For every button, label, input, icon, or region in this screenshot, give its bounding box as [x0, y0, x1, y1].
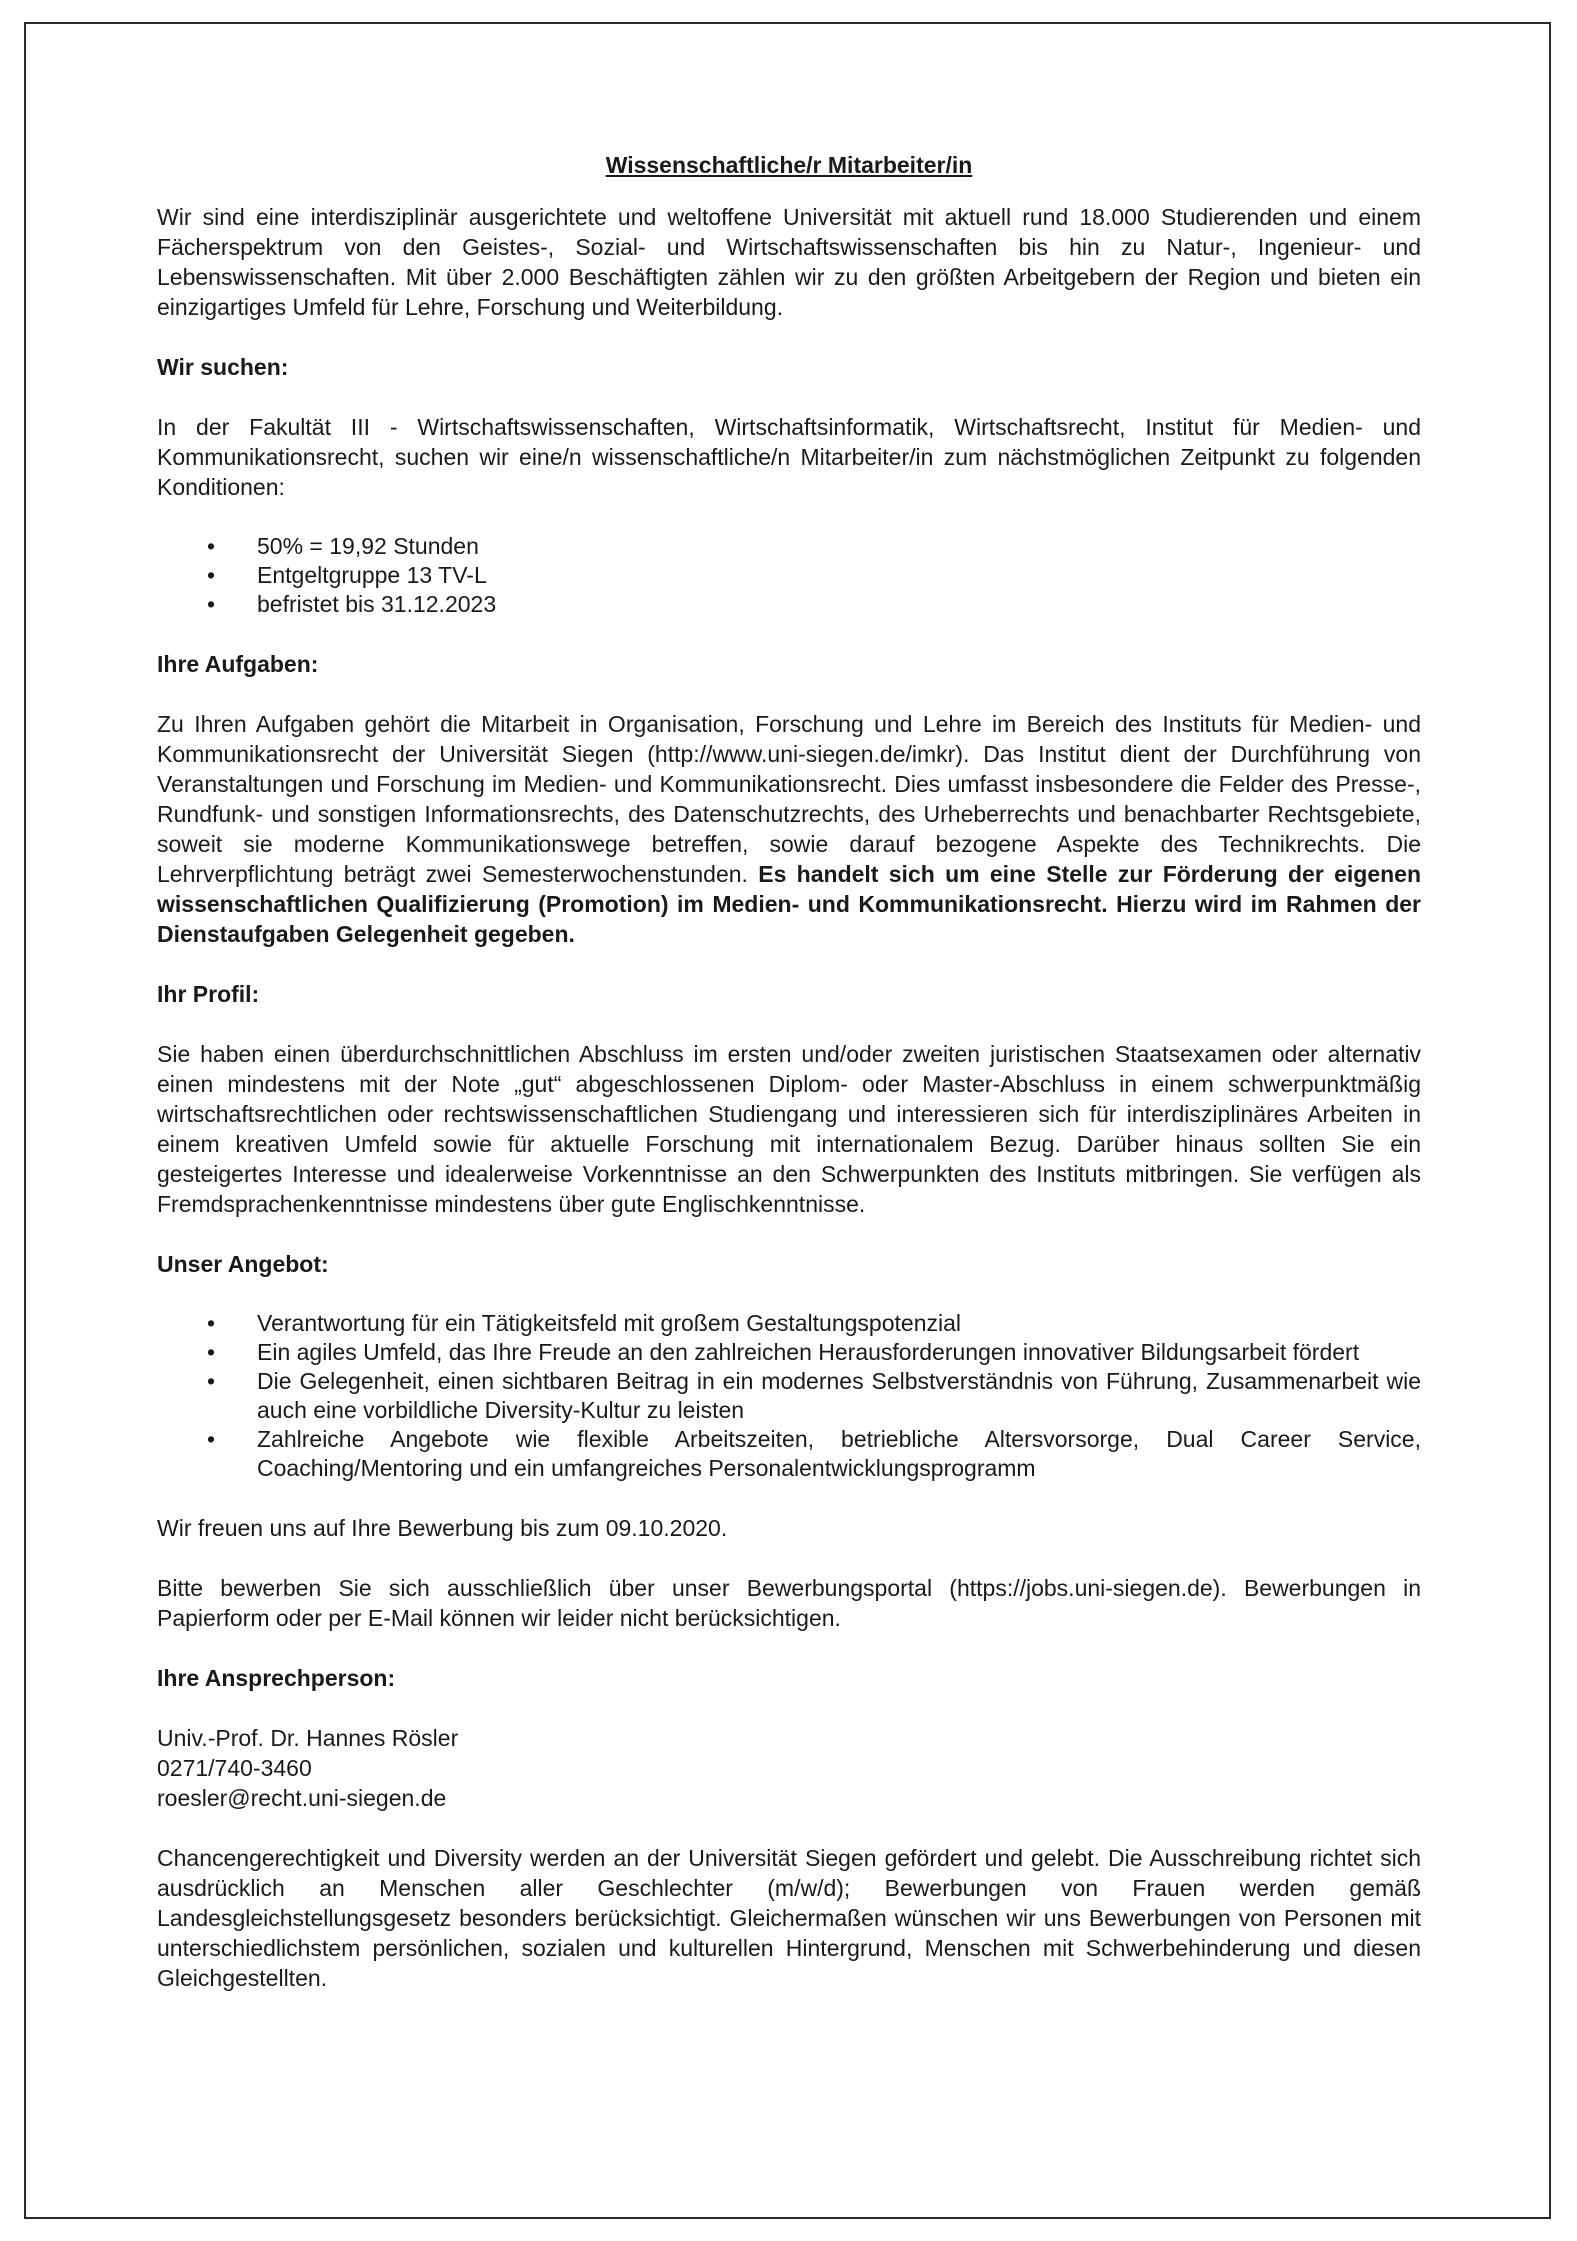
bullet-icon: • [207, 1368, 216, 1394]
intro-paragraph: Wir sind eine interdisziplinär ausgerichtete und weltoffene Universität mit aktuell rund 18.000 Studierenden und einem Fächerspektrum von den Geistes-, Sozial- und Wirtschaftswissenschaften bis hin zu Natur-, Ingenieur- und Lebenswissenschaften. Mit über 2.000 Beschäftigten zählen wir zu den größten Arbeitgebern der Region und bieten ein einzigartiges Umfeld für Lehre, Forschung und Weiterbildung. [157, 204, 1421, 320]
profile-heading: Ihr Profil: [157, 981, 260, 1007]
bullet-icon: • [207, 1339, 216, 1365]
tasks-heading: Ihre Aufgaben: [157, 651, 319, 677]
tasks-paragraph: Zu Ihren Aufgaben gehört die Mitarbeit in Organisation, Forschung und Lehre im Bereich des Instituts für Medien- und Kommunikationsrecht der Universität Siegen (http://www.uni-siegen.de/imkr). Das Institut dient der Durchführung von Veranstaltungen und Forschung im Medien- und Kommunikationsrecht. Dies umfasst insbesondere die Felder des Presse-, Rundfunk- und sonstigen Informationsrechts, des Datenschutzrechts, des Urheberrechts und benachbarter Rechtsgebiete, soweit sie moderne Kommunikationswege betreffen, sowie darauf bezogene Aspekte des Technikrechts. Die Lehrverpflichtung beträgt zwei Semesterwochenstunden. Es handelt sich um eine Stelle zur Förderung der eigenen wissenschaftlichen Qualifizierung (Promotion) im Medien- und Kommunikationsrecht. Hierzu wird im Rahmen der Dienstaufgaben Gelegenheit gegeben. [157, 711, 1422, 947]
document-body [157, 150, 1421, 2023]
document-title: Wissenschaftliche/r Mitarbeiter/in [605, 152, 973, 178]
list-item: • befristet bis 31.12.2023 [207, 591, 497, 617]
deadline-paragraph: Wir freuen uns auf Ihre Bewerbung bis zum 09.10.2020. [157, 1515, 728, 1541]
bullet-icon: • [207, 562, 216, 588]
apply-paragraph: Bitte bewerben Sie sich ausschließlich über unser Bewerbungsportal (https://jobs.uni-siegen.de). Bewerbungen in Papierform oder per E-Mail können wir leider nicht berücksichtigen. [157, 1575, 1421, 1631]
contact-email: roesler@recht.uni-siegen.de [157, 1785, 447, 1811]
diversity-paragraph: Chancengerechtigkeit und Diversity werden an der Universität Siegen gefördert und gelebt. Die Ausschreibung richtet sich ausdrücklich an Menschen aller Geschlechter (m/w/d); Bewerbungen von Frauen werden gemäß Landesgleichstellungsgesetz besonders berücksichtigt. Gleichermaßen wünschen wir uns Bewerbungen von Personen mit unterschiedlichstem persönlichen, sozialen und kulturellen Hintergrund, Menschen mit Schwerbehinderung und diesen Gleichgestellten. [157, 1845, 1421, 1991]
offer-heading: Unser Angebot: [157, 1251, 329, 1277]
offer-list [157, 1309, 1421, 1483]
contact-phone: 0271/740-3460 [157, 1755, 312, 1781]
list-item: • Verantwortung für ein Tätigkeitsfeld mit großem Gestaltungspotenzial [207, 1310, 961, 1336]
bullet-icon: • [207, 1310, 216, 1336]
list-item: • Zahlreiche Angebote wie flexible Arbeitszeiten, betriebliche Altersvorsorge, Dual Career Service, Coaching/Mentoring und ein umfangreiches Personalentwicklungsprogramm [207, 1426, 1421, 1481]
list-item: • Ein agiles Umfeld, das Ihre Freude an den zahlreichen Herausforderungen innovativer Bildungsarbeit fördert [207, 1339, 1360, 1365]
list-item: • 50% = 19,92 Stunden [207, 533, 479, 559]
tasks-bold-text: Es handelt sich um eine Stelle zur Förderung der eigenen wissenschaftlichen Qualifizierung (Promotion) im Medien- und Kommunikationsrecht. Hierzu wird im Rahmen der Dienstaufgaben Gelegenheit gegeben. [157, 861, 1422, 947]
bullet-icon: • [207, 591, 216, 617]
search-heading: Wir suchen: [157, 354, 289, 380]
conditions-list [157, 532, 1421, 619]
profile-paragraph: Sie haben einen überdurchschnittlichen Abschluss im ersten und/oder zweiten juristischen Staatsexamen oder alternativ einen mindestens mit der Note „gut“ abgeschlossenen Diplom- oder Master-Abschluss in einem schwerpunktmäßig wirtschaftsrechtlichen oder rechtswissenschaftlichen Studiengang und interessieren sich für interdisziplinäres Arbeiten in einem kreativen Umfeld sowie für aktuelle Forschung mit internationalem Bezug. Darüber hinaus sollten Sie ein gesteigertes Interesse und idealerweise Vorkenntnisse an den Schwerpunkten des Instituts mitbringen. Sie verfügen als Fremdsprachenkenntnisse mindestens über gute Englischkenntnisse. [157, 1041, 1421, 1217]
contact-heading: Ihre Ansprechperson: [157, 1665, 396, 1691]
list-item: • Die Gelegenheit, einen sichtbaren Beitrag in ein modernes Selbstverständnis von Führung, Zusammenarbeit wie auch eine vorbildliche Diversity-Kultur zu leisten [207, 1368, 1421, 1423]
list-item: • Entgeltgruppe 13 TV-L [207, 562, 487, 588]
bullet-icon: • [207, 533, 216, 559]
contact-block [157, 1723, 1421, 1813]
contact-name: Univ.-Prof. Dr. Hannes Rösler [157, 1725, 459, 1751]
search-paragraph: In der Fakultät III - Wirtschaftswissenschaften, Wirtschaftsinformatik, Wirtschaftsrecht, Institut für Medien- und Kommunikationsrecht, suchen wir eine/n wissenschaftliche/n Mitarbeiter/in zum nächstmöglichen Zeitpunkt zu folgenden Konditionen: [157, 414, 1421, 500]
bullet-icon: • [207, 1426, 216, 1452]
